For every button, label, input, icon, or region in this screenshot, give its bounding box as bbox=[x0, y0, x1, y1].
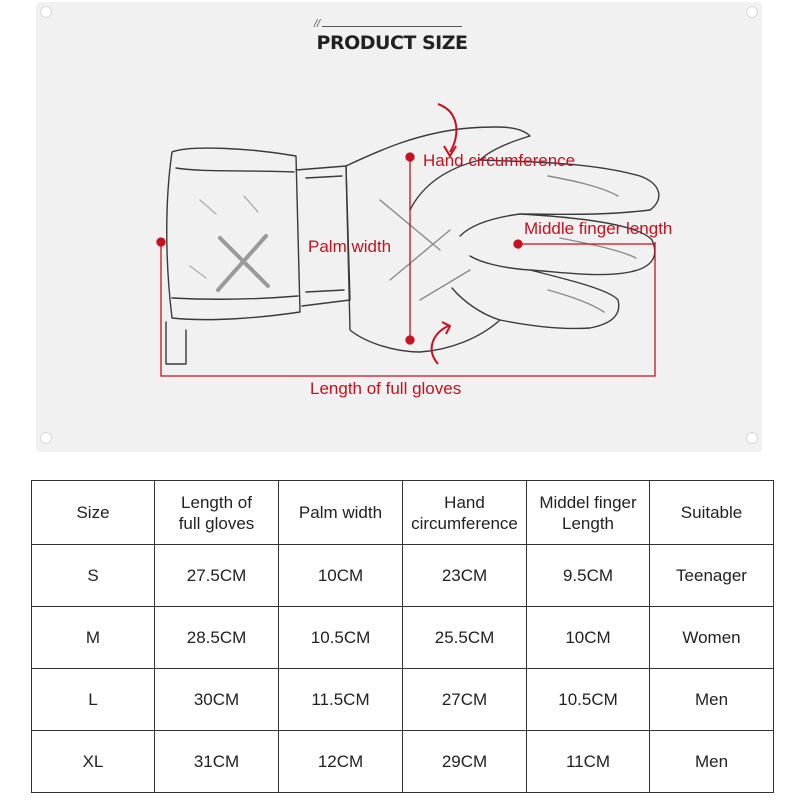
measure-lines bbox=[157, 104, 655, 376]
cell-middle-finger: 9.5CM bbox=[527, 545, 650, 607]
cell-suitable: Women bbox=[650, 607, 774, 669]
cell-suitable: Teenager bbox=[650, 545, 774, 607]
palm-width-label: Palm width bbox=[308, 237, 392, 256]
cell-hand-circumference: 29CM bbox=[403, 731, 527, 793]
table-row bbox=[32, 607, 774, 669]
header-length: Length of full gloves bbox=[155, 481, 279, 545]
table-header-row bbox=[32, 481, 774, 545]
header-palm-width: Palm width bbox=[279, 481, 403, 545]
title-ornament: // bbox=[314, 18, 321, 30]
middle-finger-endpoint bbox=[514, 240, 522, 248]
cell-palm-width: 10CM bbox=[279, 545, 403, 607]
table-row bbox=[32, 731, 774, 793]
cell-middle-finger: 11CM bbox=[527, 731, 650, 793]
cell-size: M bbox=[32, 607, 155, 669]
cell-palm-width: 10.5CM bbox=[279, 607, 403, 669]
hand-circumference-label: Hand circumference bbox=[423, 151, 576, 170]
cell-suitable: Men bbox=[650, 731, 774, 793]
circumference-arc-top bbox=[438, 104, 456, 152]
table-row bbox=[32, 545, 774, 607]
circumference-arc-bottom bbox=[432, 326, 448, 364]
cell-hand-circumference: 23CM bbox=[403, 545, 527, 607]
cell-size: L bbox=[32, 669, 155, 731]
header-hand-circumference: Hand circumference bbox=[403, 481, 527, 545]
palm-width-endpoint bbox=[406, 336, 414, 344]
cell-palm-width: 12CM bbox=[279, 731, 403, 793]
cell-middle-finger: 10.5CM bbox=[527, 669, 650, 731]
middle-finger-length-label: Middle finger length bbox=[524, 219, 673, 238]
table-row bbox=[32, 669, 774, 731]
glove-sketch bbox=[166, 127, 659, 364]
header-size: Size bbox=[32, 481, 155, 545]
cell-suitable: Men bbox=[650, 669, 774, 731]
palm-width-endpoint bbox=[406, 153, 414, 161]
cell-size: S bbox=[32, 545, 155, 607]
length-endpoint bbox=[157, 238, 165, 246]
header-suitable: Suitable bbox=[650, 481, 774, 545]
header-middle-finger: Middel finger Length bbox=[527, 481, 650, 545]
cell-length: 30CM bbox=[155, 669, 279, 731]
cell-size: XL bbox=[32, 731, 155, 793]
cell-middle-finger: 10CM bbox=[527, 607, 650, 669]
length-bracket bbox=[161, 242, 655, 376]
cell-length: 28.5CM bbox=[155, 607, 279, 669]
cell-hand-circumference: 25.5CM bbox=[403, 607, 527, 669]
size-table bbox=[31, 480, 774, 793]
cell-length: 27.5CM bbox=[155, 545, 279, 607]
page-title: PRODUCT SIZE bbox=[316, 32, 468, 54]
cell-hand-circumference: 27CM bbox=[403, 669, 527, 731]
cell-length: 31CM bbox=[155, 731, 279, 793]
cell-palm-width: 11.5CM bbox=[279, 669, 403, 731]
length-full-gloves-label: Length of full gloves bbox=[310, 379, 462, 398]
